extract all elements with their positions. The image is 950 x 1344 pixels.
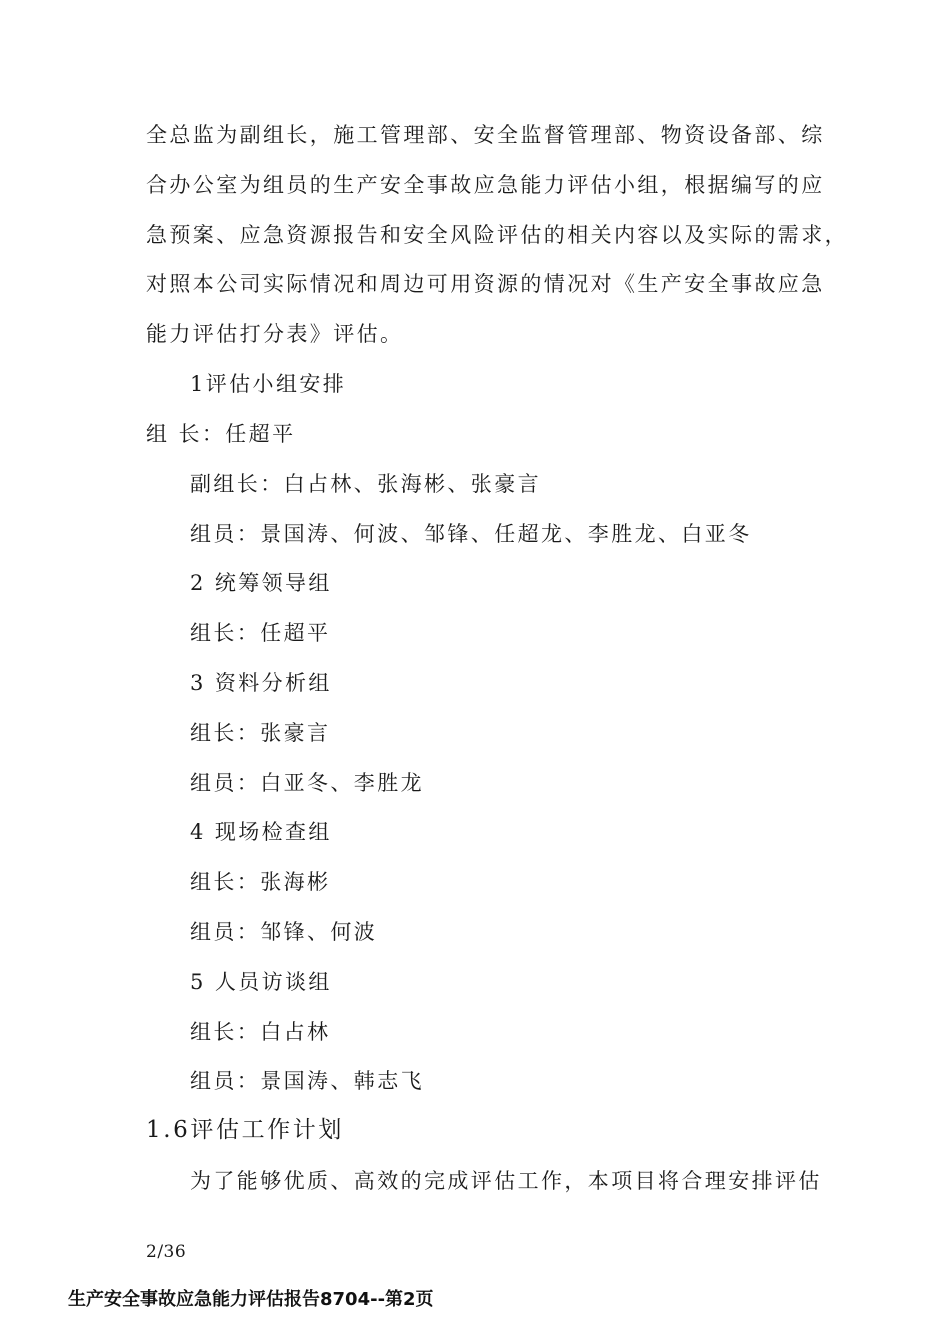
subgroup-4-leader: 组长：张海彬 xyxy=(190,870,331,894)
subgroup-2-leader: 组长：任超平 xyxy=(190,621,331,645)
paragraph-line-5: 能力评估打分表》评估。 xyxy=(146,322,404,346)
section-heading: 1.6评估工作计划 xyxy=(146,1117,344,1143)
deputy-leader-line: 副组长：白占林、张海彬、张豪言 xyxy=(190,472,541,496)
subgroup-3-members: 组员：白亚冬、李胜龙 xyxy=(190,771,424,795)
subgroup-5-leader: 组长：白占林 xyxy=(190,1020,331,1044)
paragraph-line-4: 对照本公司实际情况和周边可用资源的情况对《生产安全事故应急 xyxy=(146,272,825,296)
subgroup-3-title: 3 资料分析组 xyxy=(190,671,332,695)
footer-title: 生产安全事故应急能力评估报告8704--第2页 xyxy=(68,1289,434,1310)
team-leader-line: 组 长：任超平 xyxy=(146,422,296,446)
subgroup-2-title: 2 统筹领导组 xyxy=(190,571,332,595)
paragraph-line-2: 合办公室为组员的生产安全事故应急能力评估小组，根据编写的应 xyxy=(146,173,825,197)
subgroup-5-members: 组员：景国涛、韩志飞 xyxy=(190,1069,424,1093)
group-arrangement-title: 1评估小组安排 xyxy=(190,372,347,396)
closing-paragraph-line: 为了能够优质、高效的完成评估工作，本项目将合理安排评估 xyxy=(190,1169,822,1193)
paragraph-line-3: 急预案、应急资源报告和安全风险评估的相关内容以及实际的需求， xyxy=(146,223,848,247)
subgroup-5-title: 5 人员访谈组 xyxy=(190,970,332,994)
subgroup-4-members: 组员：邹锋、何波 xyxy=(190,920,378,944)
page-number: 2/36 xyxy=(146,1242,187,1262)
paragraph-line-1: 全总监为副组长，施工管理部、安全监督管理部、物资设备部、综 xyxy=(146,123,825,147)
subgroup-3-leader: 组长：张豪言 xyxy=(190,721,331,745)
subgroup-4-title: 4 现场检查组 xyxy=(190,820,332,844)
members-line: 组员：景国涛、何波、邹锋、任超龙、李胜龙、白亚冬 xyxy=(190,522,752,546)
